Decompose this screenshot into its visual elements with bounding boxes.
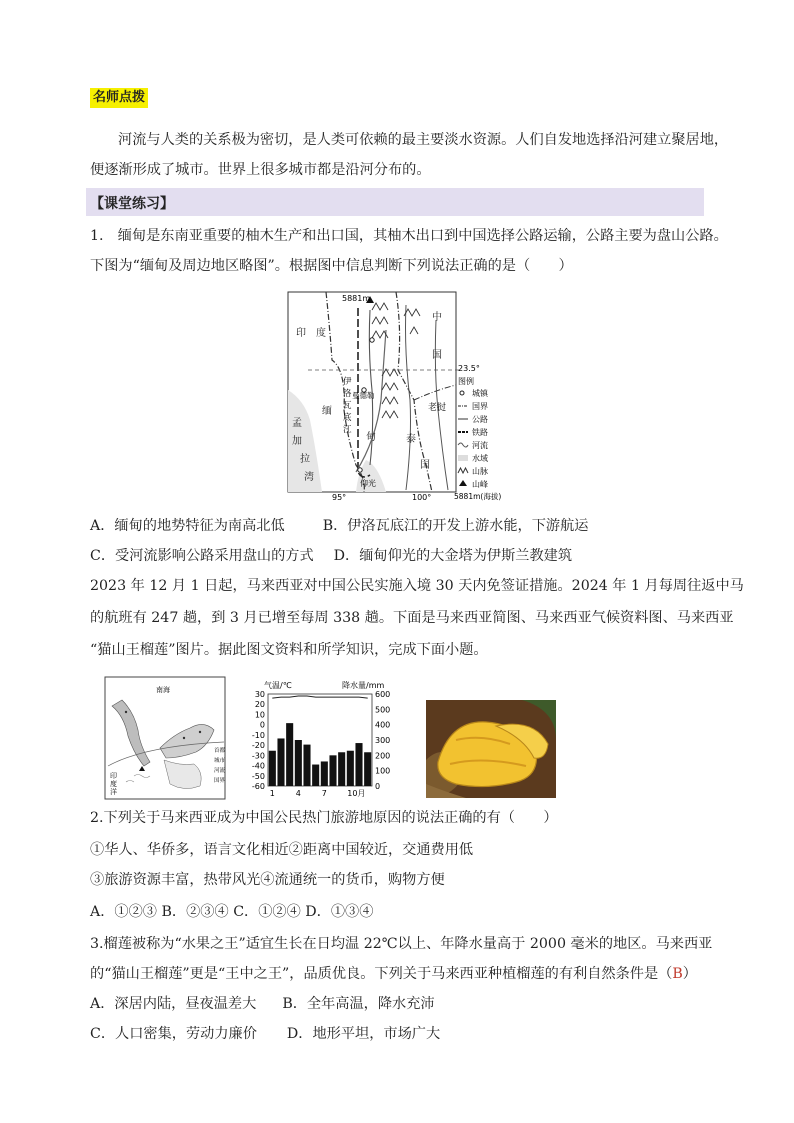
- q2-line-1: ①华人、华侨多，语言文化相近②距离中国较近，交通费用低: [90, 842, 474, 858]
- temp-tick-label: -40: [251, 761, 265, 771]
- map1-legend-title: 图例: [458, 377, 474, 386]
- q1-line-2: 下图为“缅甸及周边地区略图”。根据图中信息判断下列说法正确的是（ ）: [90, 258, 573, 274]
- map1-bengal-4: 湾: [304, 472, 314, 483]
- passage2-line-3: “猫山王榴莲”图片。据此图文资料和所学知识，完成下面小题。: [90, 642, 488, 658]
- precip-bar: [321, 761, 328, 786]
- q1-option-b[interactable]: B．伊洛瓦底江的开发上游水能，下游航运: [322, 518, 589, 534]
- temp-tick-label: 20: [254, 700, 265, 710]
- map1-legend-3: 铁路: [472, 428, 488, 437]
- map1-india-1: 印: [296, 328, 306, 339]
- malaysia-map: [104, 676, 226, 800]
- map1-city-yangon: 仰光: [360, 479, 376, 488]
- temp-tick-label: -60: [251, 782, 265, 791]
- temp-tick-label: 30: [254, 690, 265, 699]
- q2-options[interactable]: A．①②③ B．②③④ C．①②④ D．①③④: [90, 904, 374, 920]
- map1-legend-6: 山脉: [472, 467, 488, 476]
- q1-line-1: 1. 缅甸是东南亚重要的柚木生产和出口国，其柚木出口到中国选择公路运输，公路主要为盘山公路。: [90, 228, 728, 244]
- precip-bar: [277, 738, 284, 786]
- precip-tick-label: 0: [375, 782, 381, 791]
- precip-bar: [338, 752, 345, 786]
- temp-tick-label: 10: [254, 710, 265, 720]
- section-tag: 名师点拨: [90, 88, 148, 108]
- intro-line-1: 河流与人类的关系极为密切，是人类可依赖的最主要淡水资源。人们自发地选择沿河建立聚居地，: [118, 132, 729, 148]
- q2-line-2: ③旅游资源丰富，热带风光④流通统一的货币，购物方便: [90, 872, 445, 888]
- map1-legend-4: 河流: [472, 441, 488, 450]
- map1-river-4: 底: [343, 413, 352, 423]
- map1-thailand-2: 国: [420, 460, 430, 471]
- precip-tick-label: 400: [375, 720, 391, 730]
- map1-legend-1: 国界: [472, 402, 488, 411]
- temp-tick-label: -50: [251, 771, 265, 781]
- month-tick-label: 10月: [347, 789, 366, 798]
- precip-tick-label: 200: [375, 751, 391, 761]
- map1-thailand-1: 泰: [406, 434, 416, 445]
- precip-bar: [364, 752, 371, 786]
- map1-legend-7: 山峰: [472, 480, 488, 489]
- map1-lon2: 100°: [412, 493, 432, 502]
- precip-bar: [329, 755, 336, 786]
- malaysia-legend-3: 国界: [214, 778, 226, 784]
- precip-bar: [347, 751, 354, 786]
- q1-option-d[interactable]: D．缅甸仰光的大金塔为伊斯兰教建筑: [333, 548, 573, 564]
- q3-answer: B: [672, 966, 683, 982]
- malaysia-ocean-1: 印: [110, 772, 117, 780]
- map1-legend-5: 水域: [472, 454, 488, 463]
- map1-lon1: 95°: [332, 493, 347, 502]
- q3-line-2: [90, 964, 710, 984]
- month-tick-label: 4: [295, 789, 301, 798]
- precip-tick-label: 600: [375, 690, 391, 699]
- map1-river-1: 伊: [343, 377, 352, 387]
- q1-options-ab: [90, 516, 710, 536]
- q3-option-b[interactable]: B．全年高温，降水充沛: [282, 996, 435, 1012]
- map1-bengal-3: 拉: [300, 454, 310, 465]
- climate-precip-title: 降水量/mm: [342, 681, 385, 690]
- map1-river-3: 瓦: [343, 401, 352, 411]
- map1-river-5: 江: [343, 425, 352, 435]
- intro-line-2: 便逐渐形成了城市。世界上很多城市都是沿河分布的。: [90, 162, 431, 178]
- malaysia-sea-label: 南海: [156, 686, 170, 694]
- passage2-line-2: 的航班有 247 趟，到 3 月已增至每周 338 趟。下面是马来西亚简图、马来西亚气候资料图、马来西亚: [90, 610, 734, 626]
- precip-bar: [355, 743, 362, 786]
- precip-tick-label: 500: [375, 705, 391, 715]
- map1-lat: 23.5°: [458, 364, 480, 373]
- precip-bar: [312, 765, 319, 786]
- map1-peak-top: 5881m: [342, 294, 371, 303]
- q3-options-ab: [90, 994, 710, 1014]
- malaysia-ocean-2: 度: [110, 780, 117, 788]
- precip-bar: [303, 745, 310, 786]
- climate-temp-title: 气温/℃: [264, 681, 292, 690]
- q3-line-2-post: ）: [682, 966, 697, 982]
- map1-legend-0: 城镇: [472, 389, 488, 398]
- map1-river-2: 洛: [343, 389, 352, 399]
- malaysia-ocean-3: 洋: [110, 788, 117, 796]
- myanmar-map: [286, 290, 514, 502]
- q1-options-cd: [90, 546, 710, 566]
- map1-peak-note: 5881m(海拔): [454, 492, 502, 501]
- precip-bar: [269, 751, 276, 786]
- malaysia-legend-2: 河流: [214, 768, 226, 774]
- temp-line: [272, 696, 367, 698]
- map1-china-2: 国: [432, 350, 442, 361]
- q3-line-1: 3.榴莲被称为“水果之王”适宜生长在日均温 22℃以上、年降水量高于 2000 毫米的地区。马来西亚: [90, 936, 713, 952]
- map1-bengal-1: 孟: [292, 418, 302, 429]
- passage2-line-1: 2023 年 12 月 1 日起，马来西亚对中国公民实施入境 30 天内免签证措施。2024 年 1 月每周往返中马: [90, 578, 744, 594]
- temp-tick-label: -20: [251, 741, 265, 751]
- exercise-header-band: [86, 188, 704, 216]
- temp-tick-label: 0: [259, 720, 265, 730]
- map1-laos: 老挝: [428, 403, 447, 413]
- map1-city-mandalay: 曼德勒: [352, 391, 375, 400]
- q3-options-cd: [90, 1024, 710, 1044]
- temp-tick-label: -30: [251, 751, 265, 761]
- q3-option-d[interactable]: D．地形平坦，市场广大: [286, 1026, 441, 1042]
- map1-india-2: 度: [316, 328, 326, 339]
- malaysia-legend-1: 城市: [214, 758, 226, 764]
- precip-bar: [286, 723, 293, 786]
- climate-chart: [230, 678, 406, 802]
- q3-option-c[interactable]: C．人口密集，劳动力廉价: [90, 1026, 257, 1042]
- map1-myanmar-2: 甸: [366, 432, 376, 443]
- map1-legend-2: 公路: [472, 415, 488, 424]
- temp-tick-label: -10: [251, 730, 265, 740]
- q1-option-a[interactable]: A．缅甸的地势特征为南高北低: [90, 518, 285, 534]
- map1-bengal-2: 加: [292, 436, 302, 447]
- month-tick-label: 1: [269, 789, 275, 798]
- q3-line-2-pre: 的“猫山王榴莲”更是“王中之王”，品质优良。下列关于马来西亚种植榴莲的有利自然条件是（: [90, 966, 673, 982]
- durian-photo: [426, 700, 556, 798]
- q1-option-c[interactable]: C．受河流影响公路采用盘山的方式: [90, 548, 314, 564]
- map1-china-1: 中: [432, 312, 442, 323]
- precip-tick-label: 300: [375, 736, 391, 745]
- precip-bar: [295, 740, 302, 786]
- malaysia-legend-0: 首都: [214, 748, 226, 754]
- q3-option-a[interactable]: A．深居内陆，昼夜温差大: [90, 996, 257, 1012]
- month-tick-label: 7: [321, 789, 327, 798]
- q2-stem: 2.下列关于马来西亚成为中国公民热门旅游地原因的说法正确的有（ ）: [90, 810, 558, 826]
- exercise-header: 【课堂练习】: [90, 196, 174, 212]
- map1-myanmar-1: 缅: [322, 406, 332, 417]
- precip-tick-label: 100: [375, 766, 391, 776]
